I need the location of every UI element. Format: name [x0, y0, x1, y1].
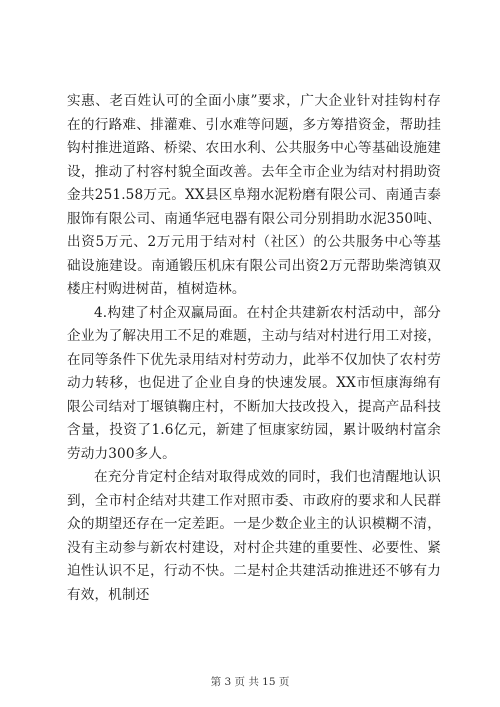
paragraph-win-win: 4.构建了村企双赢局面。在村企共建新农村活动中，部分企业为了解决用工不足的难题，主动与结对村进行用工对接，在同等条件下优先录用结对村劳动力，此举不仅加快了农村劳动力转移，也促进了企业自身的快速发展。XX市恒康海绵有限公司结对丁堰镇鞠庄村，不断加大技改投入，提高产品科技含量，投资了1.6亿元，新建了恒康家纺园，累计吸纳村富余劳动力300多人。	[67, 304, 441, 462]
page-number-footer: 第 3 页 共 15 页	[210, 676, 290, 688]
paragraph-infrastructure: 实惠、老百姓认可的全面小康”要求，广大企业针对挂钩村存在的行路难、排灌难、引水难等问题，多方筹措资金，帮助挂钩村推进道路、桥梁、农田水利、公共服务中心等基础设施建设，推动了村容村貌全面改善。去年全市企业为结对村捐助资金共251.58万元。XX县区阜翔水泥粉磨有限公司、南通吉泰服饰有限公司、南通华冠电器有限公司分别捐助水泥350吨、出资5万元、2万元用于结对村（社区）的公共服务中心等基础设施建设。南通锻压机床有限公司出资2万元帮助柴湾镇双楼庄村购进树苗，植树造林。	[67, 93, 441, 297]
paragraph-shortcomings: 在充分肯定村企结对取得成效的同时，我们也清醒地认识到，全市村企结对共建工作对照市委、市政府的要求和人民群众的期望还存在一定差距。一是少数企业主的认识模糊不清，没有主动参与新农村建设，对村企共建的重要性、必要性、紧迫性认识不足，行动不快。二是村企共建活动推进还不够有力有效，机制还	[67, 469, 441, 603]
document-body	[67, 90, 441, 607]
